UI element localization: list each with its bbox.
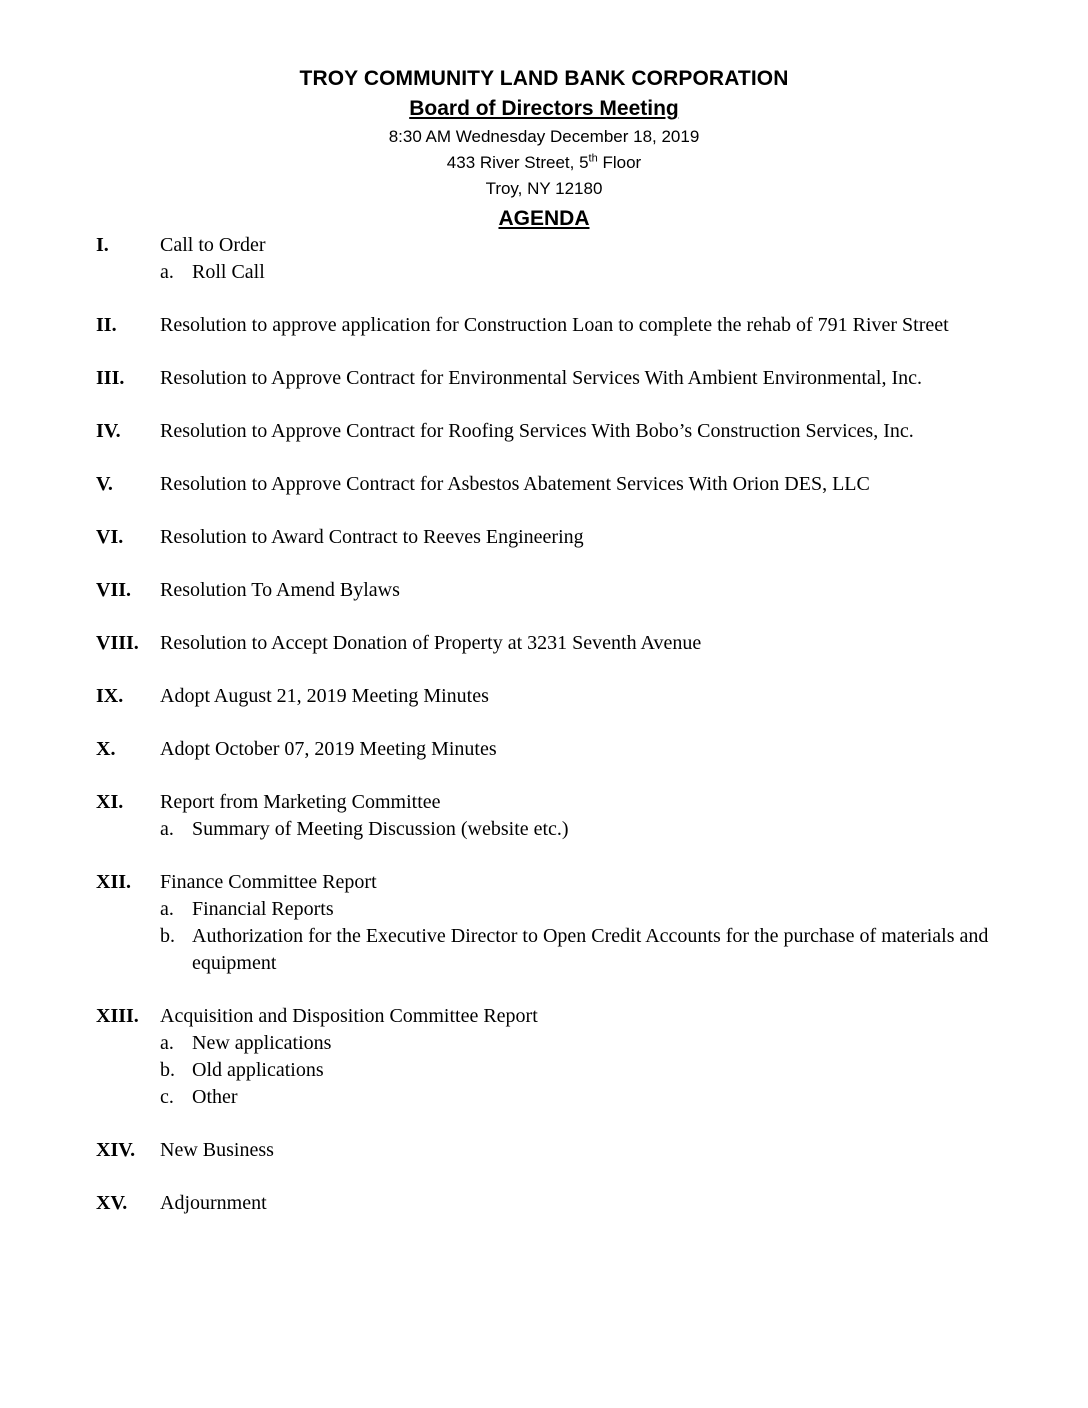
meeting-city: Troy, NY 12180 <box>485 179 603 198</box>
agenda-subitem <box>160 1057 1046 1084</box>
agenda-item-row <box>96 524 1046 551</box>
agenda-subitem <box>160 816 1046 843</box>
agenda-subitem-letter: a. <box>160 261 174 283</box>
agenda-item <box>96 630 1046 657</box>
agenda-list <box>96 232 1046 1243</box>
agenda-item-text: Adopt October 07, 2019 Meeting Minutes <box>160 738 497 760</box>
agenda-item <box>96 365 1046 392</box>
agenda-item-number: XIII. <box>96 1005 139 1027</box>
agenda-item-text: Resolution To Amend Bylaws <box>160 579 400 601</box>
agenda-item-text: Resolution to Approve Contract for Asbestos Abatement Services With Orion DES, LLC <box>160 473 870 495</box>
agenda-item-row <box>96 365 1046 392</box>
agenda-item-row <box>96 630 1046 657</box>
agenda-item-row <box>96 471 1046 498</box>
agenda-subitem-text: Other <box>192 1086 238 1108</box>
agenda-item-text: Finance Committee Report <box>160 871 377 893</box>
agenda-item <box>96 869 1046 977</box>
agenda-item-row <box>96 1190 1046 1217</box>
agenda-item-number: XIV. <box>96 1139 136 1161</box>
agenda-item-text: Resolution to Accept Donation of Property at 3231 Seventh Avenue <box>160 632 702 654</box>
document-header <box>0 64 1088 234</box>
agenda-item <box>96 789 1046 843</box>
agenda-subitem <box>160 259 1046 286</box>
agenda-subitem-text: Financial Reports <box>192 898 334 920</box>
agenda-item-number: XI. <box>96 791 124 813</box>
agenda-item-text: Resolution to Approve Contract for Roofing Services With Bobo’s Construction Services, Inc. <box>160 420 914 442</box>
agenda-heading: AGENDA <box>498 207 590 230</box>
agenda-item-row <box>96 789 1046 816</box>
agenda-item-number: IV. <box>96 420 121 442</box>
agenda-item <box>96 1137 1046 1164</box>
agenda-item-text: New Business <box>160 1139 274 1161</box>
meeting-title: Board of Directors Meeting <box>409 97 679 120</box>
agenda-item-number: IX. <box>96 685 124 707</box>
address-superscript: th <box>588 152 598 165</box>
agenda-item-number: VI. <box>96 526 124 548</box>
agenda-item <box>96 418 1046 445</box>
agenda-item-row <box>96 869 1046 896</box>
agenda-item-text: Acquisition and Disposition Committee Report <box>160 1005 538 1027</box>
agenda-item <box>96 1190 1046 1217</box>
agenda-item <box>96 471 1046 498</box>
agenda-subitem-text: Old applications <box>192 1059 324 1081</box>
agenda-item <box>96 232 1046 286</box>
agenda-item-row <box>96 736 1046 763</box>
agenda-item-text: Adjournment <box>160 1192 267 1214</box>
agenda-subitem-text: Authorization for the Executive Director to Open Credit Accounts for the purchase of materials and equipment <box>192 925 989 974</box>
agenda-subitem-letter: a. <box>160 1032 174 1054</box>
agenda-subitem-letter: c. <box>160 1086 174 1108</box>
agenda-item-row <box>96 577 1046 604</box>
agenda-item-row <box>96 232 1046 259</box>
agenda-item-row <box>96 1003 1046 1030</box>
agenda-item <box>96 736 1046 763</box>
agenda-item-text: Adopt August 21, 2019 Meeting Minutes <box>160 685 489 707</box>
agenda-item-number: II. <box>96 314 117 336</box>
meeting-address <box>0 150 1088 176</box>
agenda-item-number: III. <box>96 367 125 389</box>
agenda-item <box>96 683 1046 710</box>
agenda-item-text: Resolution to Approve Contract for Environmental Services With Ambient Environmental, Inc. <box>160 367 923 389</box>
agenda-subitem-letter: b. <box>160 1059 175 1081</box>
agenda-item-number: VIII. <box>96 632 139 654</box>
agenda-item-row <box>96 418 1046 445</box>
agenda-subitem-letter: a. <box>160 818 174 840</box>
address-street: 433 River Street, 5 <box>446 153 589 172</box>
agenda-item-number: V. <box>96 473 113 495</box>
agenda-item-row <box>96 312 1046 339</box>
agenda-subitem <box>160 896 1046 923</box>
agenda-subitem-text: Roll Call <box>192 261 265 283</box>
agenda-item-row <box>96 1137 1046 1164</box>
agenda-subitem <box>160 1030 1046 1057</box>
agenda-item-text: Resolution to approve application for Construction Loan to complete the rehab of 791 River Street <box>160 314 949 336</box>
agenda-item-text: Report from Marketing Committee <box>160 791 441 813</box>
agenda-item <box>96 577 1046 604</box>
agenda-item-row <box>96 683 1046 710</box>
agenda-item-text: Resolution to Award Contract to Reeves Engineering <box>160 526 584 548</box>
agenda-item <box>96 1003 1046 1111</box>
agenda-item-number: I. <box>96 234 109 256</box>
agenda-subitem-letter: a. <box>160 898 174 920</box>
agenda-item <box>96 312 1046 339</box>
agenda-item <box>96 524 1046 551</box>
agenda-subitem <box>160 1084 1046 1111</box>
agenda-item-number: XV. <box>96 1192 128 1214</box>
agenda-subitem <box>160 923 1046 977</box>
organization-name: TROY COMMUNITY LAND BANK CORPORATION <box>299 67 789 90</box>
meeting-datetime: 8:30 AM Wednesday December 18, 2019 <box>388 127 700 146</box>
agenda-item-text: Call to Order <box>160 234 266 256</box>
agenda-item-number: XII. <box>96 871 132 893</box>
agenda-subitem-letter: b. <box>160 925 175 947</box>
agenda-item-number: X. <box>96 738 116 760</box>
agenda-subitem-text: New applications <box>192 1032 332 1054</box>
agenda-subitem-text: Summary of Meeting Discussion (website etc.) <box>192 818 569 840</box>
address-floor: Floor <box>597 153 642 172</box>
agenda-item-number: VII. <box>96 579 132 601</box>
